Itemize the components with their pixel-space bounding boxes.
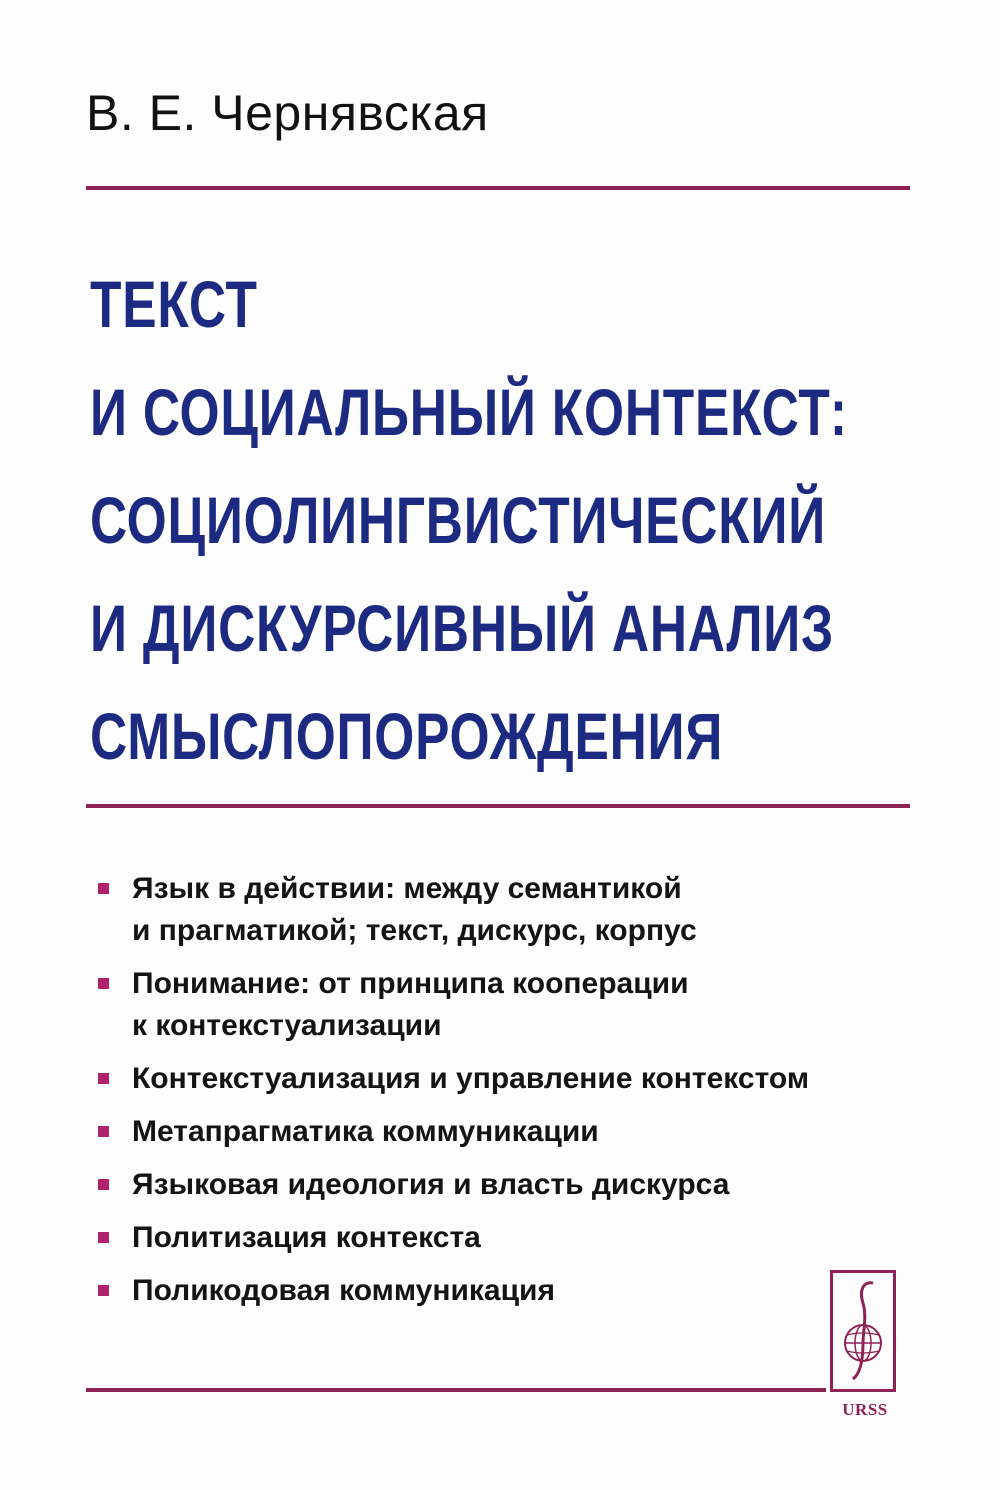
topic-line: Политизация контекста (132, 1221, 481, 1254)
publisher-name: URSS (842, 1400, 888, 1419)
topic-item (96, 1111, 956, 1153)
topic-item (96, 963, 956, 1047)
topic-line: и прагматикой; текст, дискурс, корпус (132, 914, 697, 947)
topic-line: Понимание: от принципа кооперации (132, 967, 689, 1000)
top-divider (86, 186, 910, 190)
title-line: ТЕКСТ (90, 267, 258, 341)
topics-list (96, 868, 956, 1323)
topic-item (96, 1217, 956, 1259)
topic-line: Метапрагматика коммуникации (132, 1115, 599, 1148)
topic-line: Контекстуализация и управление контекстом (132, 1062, 810, 1095)
publisher-logo (822, 1262, 908, 1430)
author-name: В. Е. Чернявская (86, 85, 489, 141)
square-bullet-icon (98, 1285, 109, 1296)
book-title (90, 250, 848, 790)
bottom-divider (86, 1388, 826, 1392)
title-line: СМЫСЛОПОРОЖДЕНИЯ (90, 699, 724, 773)
topic-item (96, 868, 956, 952)
square-bullet-icon (98, 978, 109, 989)
topic-line: к контекстуализации (132, 1009, 442, 1042)
logo-frame (830, 1270, 896, 1392)
title-line: И ДИСКУРСИВНЫЙ АНАЛИЗ (90, 591, 835, 665)
title-line: СОЦИОЛИНГВИСТИЧЕСКИЙ (90, 483, 827, 557)
topic-line: Поликодовая коммуникация (132, 1274, 556, 1307)
middle-divider (86, 804, 910, 808)
title-line: И СОЦИАЛЬНЫЙ КОНТЕКСТ: (90, 375, 848, 449)
topic-item (96, 1164, 956, 1206)
square-bullet-icon (98, 1179, 109, 1190)
topic-line: Языковая идеология и власть дискурса (132, 1168, 730, 1201)
square-bullet-icon (98, 1232, 109, 1243)
globe-scroll-logo-icon (833, 1273, 893, 1389)
square-bullet-icon (98, 883, 109, 894)
square-bullet-icon (98, 1073, 109, 1084)
topic-line: Язык в действии: между семантикой (132, 872, 682, 905)
square-bullet-icon (98, 1126, 109, 1137)
topic-item (96, 1058, 956, 1100)
